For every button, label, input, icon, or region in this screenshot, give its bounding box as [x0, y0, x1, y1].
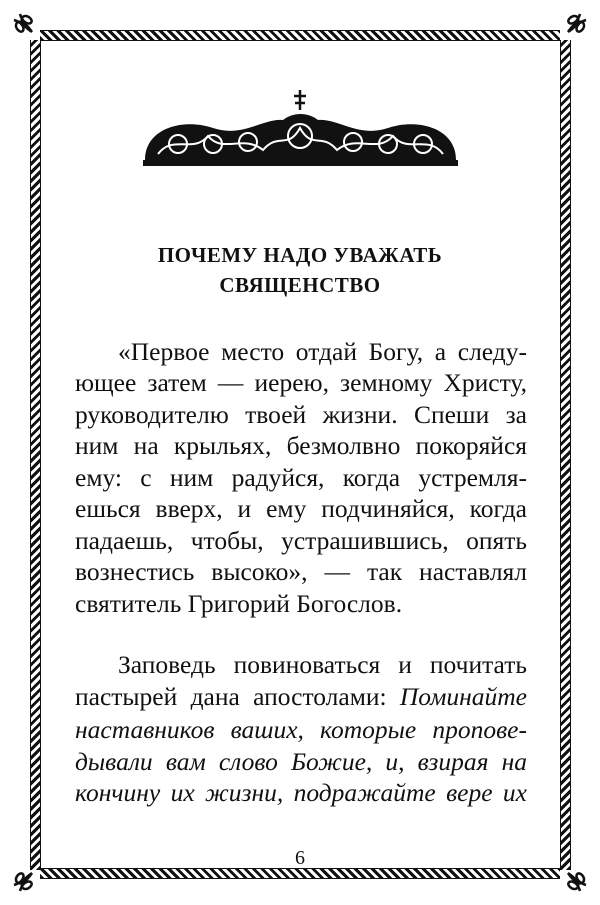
page-title-line-2: СВЯЩЕНСТВО — [219, 273, 381, 297]
body-text-line: ему: с ним радуйся, когда устремля- — [75, 463, 527, 492]
scripture-quote-line: кончину их жизни, подражайте вере их — [75, 778, 527, 807]
body-text-line: вознестись высоко», — так наставлял — [75, 557, 527, 586]
body-text: пастырей дана апостолами: — [75, 682, 400, 711]
body-text-line: «Первое место отдай Богу, а следу- — [118, 337, 527, 366]
body-text-line-mixed — [75, 682, 527, 712]
page-number: 6 — [295, 847, 305, 869]
page-title-line-1: ПОЧЕМУ НАДО УВАЖАТЬ — [157, 243, 443, 267]
frame-left — [30, 40, 41, 870]
scripture-quote-line: дывали вам слово Божие, и, взирая на — [75, 747, 527, 776]
body-text-line: руководителю твоей жизни. Спеши за — [75, 400, 527, 429]
corner-ornament-icon — [546, 10, 590, 54]
frame-right — [560, 40, 571, 870]
body-text-line: ешься вверх, и ему подчиняйся, когда — [75, 494, 527, 523]
scripture-quote-line: наставников ваших, которые пропове- — [75, 715, 527, 744]
body-text-line: Заповедь повиноваться и почитать — [118, 650, 527, 679]
body-text-line: падаешь, чтобы, устрашившись, опять — [75, 526, 527, 555]
scripture-quote: Поминайте — [399, 682, 527, 711]
frame-top — [40, 30, 560, 41]
body-text-line: святитель Григорий Богослов. — [75, 589, 403, 618]
corner-ornament-icon — [10, 10, 54, 54]
body-text-line: ющее затем — иерею, земному Христу, — [75, 368, 527, 397]
body-text-line: ним на крыльях, безмолвно покоряйся — [75, 431, 527, 460]
headpiece-ornament-icon — [143, 88, 458, 168]
